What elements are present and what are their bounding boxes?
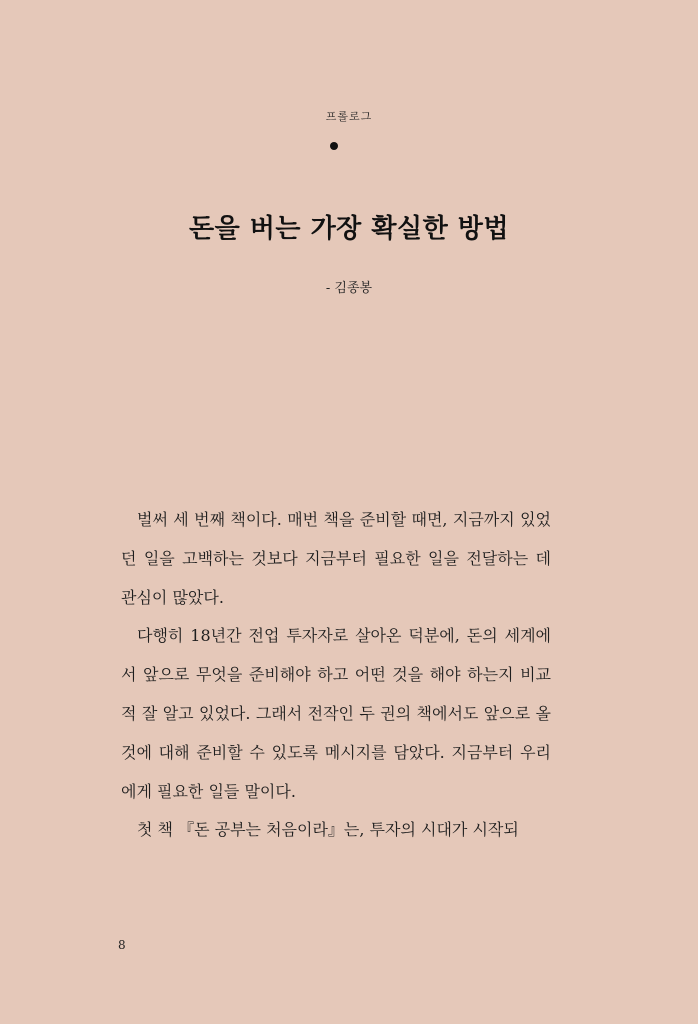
body-text: [121, 501, 551, 850]
paragraph-2: 다행히 18년간 전업 투자자로 살아온 덕분에, 돈의 세계에서 앞으로 무엇을 준비해야 하고 어떤 것을 해야 하는지 비교적 잘 알고 있었다. 그래서 전작인 두 권의 책에서도 앞으로 올 것에 대해 준비할 수 있도록 메시지를 담았다. 지금부터 우리에게 필요한 일들 말이다.: [121, 626, 551, 801]
chapter-title: 돈을 버는 가장 확실한 방법: [189, 214, 509, 244]
paragraph-3: 첫 책 『돈 공부는 처음이라』는, 투자의 시대가 시작되: [137, 820, 519, 840]
bullet-dot: [330, 142, 338, 150]
page-number: 8: [118, 938, 126, 952]
paragraph-1: 벌써 세 번째 책이다. 매번 책을 준비할 때면, 지금까지 있었던 일을 고백하는 것보다 지금부터 필요한 일을 전달하는 데 관심이 많았다.: [121, 510, 551, 607]
section-label: 프롤로그: [325, 110, 373, 123]
author-line: - 김종봉: [325, 281, 373, 296]
